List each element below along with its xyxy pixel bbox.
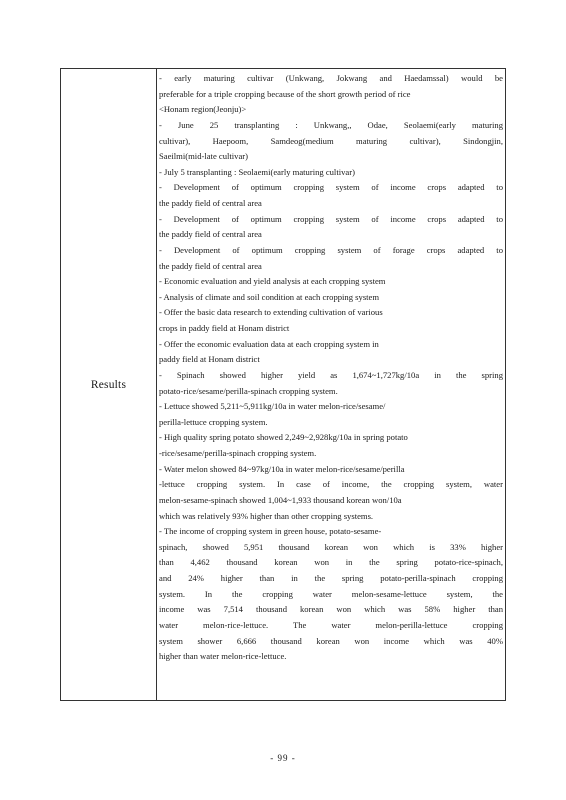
results-text-line: - Offer the economic evaluation data at each cropping system in <box>159 338 379 349</box>
results-text-line: - Lettuce showed 5,211~5,911kg/10a in water melon-rice/sesame/ <box>159 401 386 412</box>
results-text-line: - The income of cropping system in green house, potato-sesame- <box>159 526 382 537</box>
results-text-line: spinach, showed 5,951 thousand korean won which is 33% higher <box>159 541 503 552</box>
results-text-line: - Offer the basic data research to extending cultivation of various <box>159 307 383 318</box>
results-text-line: - early maturing cultivar (Unkwang, Jokwang and Haedamssal) would be <box>159 73 503 83</box>
results-text-line: paddy field at Honam district <box>159 354 260 365</box>
row-label-cell <box>61 69 157 700</box>
results-text-line: - Spinach showed higher yield as 1,674~1,727kg/10a in the spring <box>159 369 503 380</box>
results-text-line: - Economic evaluation and yield analysis at each cropping system <box>159 276 386 287</box>
results-text-line: - Analysis of climate and soil condition at each cropping system <box>159 291 380 302</box>
results-text-line: which was relatively 93% higher than other cropping systems. <box>159 510 374 521</box>
results-text-line: - Water melon showed 84~97kg/10a in water melon-rice/sesame/perilla <box>159 463 405 474</box>
page-number: - 99 - <box>270 753 296 763</box>
results-text-line: -lettuce cropping system. In case of income, the cropping system, water <box>159 479 503 490</box>
results-text-line: higher than water melon-rice-lettuce. <box>159 651 287 662</box>
results-text-line: cultivar), Haepoom, Samdeog(medium maturing cultivar), Sindongjin, <box>159 135 503 146</box>
results-text-line: system. In the cropping water melon-sesame-lettuce system, the <box>159 588 503 599</box>
results-text-line: Saeilmi(mid-late cultivar) <box>159 151 249 162</box>
results-text-line: melon-sesame-spinach showed 1,004~1,933 thousand korean won/10a <box>159 494 402 505</box>
results-text-line: the paddy field of central area <box>159 260 262 271</box>
results-text-line: - July 5 transplanting : Seolaemi(early maturing cultivar) <box>159 166 355 177</box>
results-text-line: - Development of optimum cropping system of income crops adapted to <box>159 182 503 193</box>
results-text-line: crops in paddy field at Honam district <box>159 323 290 333</box>
results-text-line: <Honam region(Jeonju)> <box>159 104 247 115</box>
results-text-line: and 24% higher than in the spring potato-perilla-spinach cropping <box>159 573 503 583</box>
results-table <box>60 68 506 701</box>
results-text-line: -rice/sesame/perilla-spinach cropping system. <box>159 448 317 458</box>
results-content-cell <box>157 69 505 700</box>
results-text-line: water melon-rice-lettuce. The water melon-perilla-lettuce cropping <box>159 619 503 630</box>
results-text-line: potato-rice/sesame/perilla-spinach cropping system. <box>159 385 338 396</box>
results-text-line: - High quality spring potato showed 2,249~2,928kg/10a in spring potato <box>159 432 408 443</box>
results-text-line: perilla-lettuce cropping system. <box>159 416 268 427</box>
results-text-line: - Development of optimum cropping system of income crops adapted to <box>159 213 503 224</box>
results-text-line: - Development of optimum cropping system of forage crops adapted to <box>159 244 503 255</box>
results-text-line: income was 7,514 thousand korean won which was 58% higher than <box>159 604 503 615</box>
results-text-line: system shower 6,666 thousand korean won income which was 40% <box>159 635 503 646</box>
results-text-line: the paddy field of central area <box>159 229 262 240</box>
row-label: Results <box>90 378 127 391</box>
results-text-line: than 4,462 thousand korean won in the spring potato-rice-spinach, <box>159 557 503 568</box>
results-text-line: the paddy field of central area <box>159 198 262 208</box>
results-text-line: preferable for a triple cropping because of the short growth period of rice <box>159 88 411 99</box>
results-text-line: - June 25 transplanting : Unkwang,, Odae, Seolaemi(early maturing <box>159 119 503 130</box>
